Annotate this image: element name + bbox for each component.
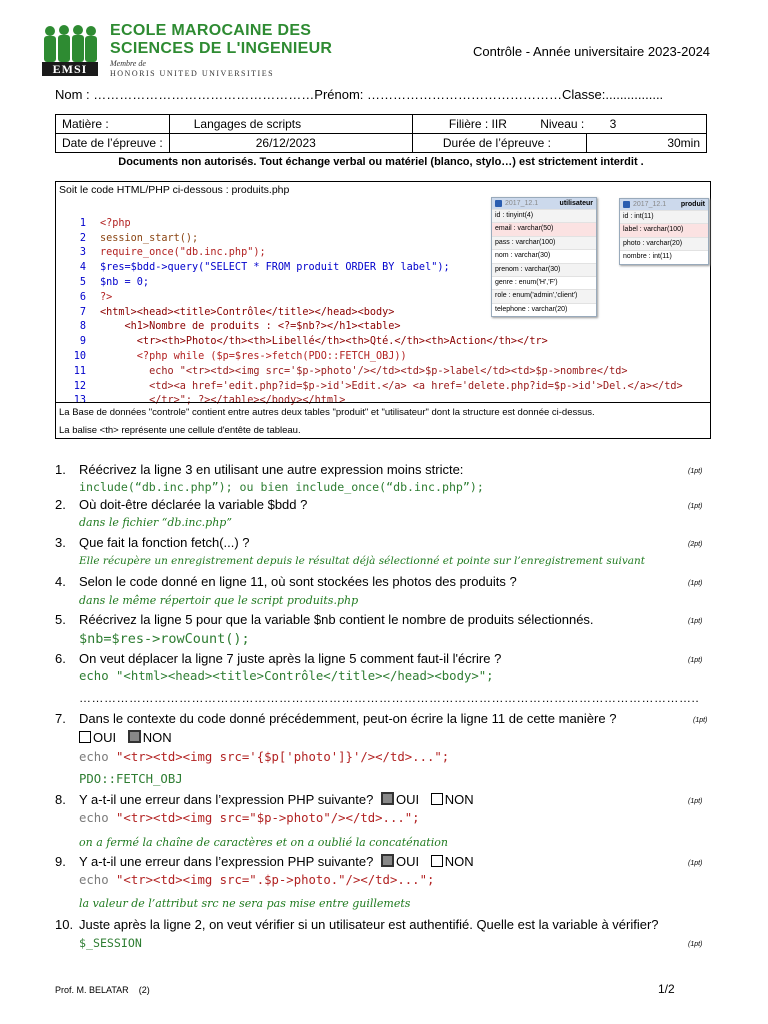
code-line: 5 $nb = 0; [79, 276, 150, 288]
duree-value: 30min [587, 134, 707, 153]
page-number: 1/2 [658, 982, 675, 996]
filiere-niveau-cell [412, 115, 706, 134]
db-field: pass : varchar(100) [492, 236, 596, 249]
code-line: 3 require_once("db.inc.php"); [79, 247, 266, 259]
oui-checkbox[interactable] [381, 854, 394, 867]
logo-line-1: ECOLE MAROCAINE DES [110, 22, 312, 39]
points: (1pt) [688, 941, 703, 948]
db-field: email : varchar(50) [492, 222, 596, 235]
db-field: label : varchar(100) [620, 223, 708, 236]
logo-badge: EMSI [42, 62, 98, 76]
db-field: telephone : varchar(20) [492, 303, 596, 316]
answer-8: on a fermé la chaîne de caractères et on a oublié la concaténation [79, 836, 448, 849]
code-line: 6 ?> [79, 291, 113, 303]
db-table-header: 2017_12.1 utilisateur [492, 198, 596, 209]
question-10: 10. Juste après la ligne 2, on veut vérifier si un utilisateur est authentifié. Quelle est la variable à vérifier? [55, 917, 659, 932]
code-line: 1 <?php [79, 217, 131, 229]
db-note: La Base de données "controle" contient entre autres deux tables "produit" et "utilisateur" dont la structure est donnée ci-dessus. [59, 407, 595, 418]
non-checkbox[interactable] [128, 730, 141, 743]
db-field: prenom : varchar(30) [492, 263, 596, 276]
question-2: 2. Où doit-être déclarée la variable $bdd ? [55, 497, 308, 512]
th-note: La balise <th> représente une cellule d'entête de tableau. [59, 425, 301, 436]
notice-rest: Tout échange verbal ou matériel (blanco, stylo…) est strictement interdit . [256, 156, 644, 168]
duree-label: Durée de l’épreuve : [412, 134, 586, 153]
db-table-produit [619, 198, 709, 265]
answer-9: la valeur de l’attribut src ne sera pas mise entre guillemets [79, 897, 411, 910]
q7-code: echo "<tr><td><img src='{$p['photo']}'/></td>..."; [79, 750, 450, 764]
matiere-value: Langages de scripts [169, 115, 412, 134]
matiere-label: Matière : [56, 115, 170, 134]
code-box [55, 181, 711, 439]
db-field: role : enum('admin','client') [492, 289, 596, 302]
question-5: 5. Réécrivez la ligne 5 pour que la variable $nb contient le nombre de produits sélectionnés. [55, 612, 594, 627]
points: (1pt) [688, 503, 703, 510]
notice-bold: Documents non autorisés. [118, 156, 257, 168]
code-box-title: Soit le code HTML/PHP ci-dessous : produits.php [59, 184, 290, 196]
code-line: 11 echo "<tr><td><img src='$p->photo'/></td><td>$p->label</td><td>$p->nombre</td> [73, 365, 628, 377]
student-identity-line: Nom : ……………………………………………Prénom: ………………………………………Classe:................ [55, 87, 664, 102]
footer-author: Prof. M. BELATAR (2) [55, 985, 150, 995]
db-field: nom : varchar(30) [492, 249, 596, 262]
exam-title: Contrôle - Année universitaire 2023-2024 [473, 44, 711, 59]
table-icon [623, 201, 630, 208]
code-line: 7 <html><head><title>Contrôle</title></head><body> [79, 306, 395, 318]
non-checkbox[interactable] [431, 793, 443, 805]
answer-dots: ………………………………………………………………………………………………………………………………….. [79, 691, 700, 705]
question-1: 1. Réécrivez la ligne 3 en utilisant une autre expression moins stricte: [55, 462, 464, 477]
db-field: photo : varchar(20) [620, 237, 708, 250]
date-value: 26/12/2023 [169, 134, 412, 153]
non-checkbox[interactable] [431, 855, 443, 867]
db-table-utilisateur [491, 197, 597, 317]
question-6: 6. On veut déplacer la ligne 7 juste après la ligne 5 comment faut-il l'écrire ? [55, 651, 502, 666]
question-4: 4. Selon le code donné en ligne 11, où sont stockées les photos des produits ? [55, 574, 517, 589]
q8-code: echo "<tr><td><img src="$p->photo"/></td>..."; [79, 811, 420, 825]
logo-line-2: SCIENCES DE L'INGENIEUR [110, 40, 333, 57]
q9-code: echo "<tr><td><img src=".$p->photo."/></td>..."; [79, 873, 435, 887]
points: (1pt) [688, 468, 703, 475]
exam-info-table [55, 114, 707, 153]
answer-7: PDO::FETCH_OBJ [79, 772, 183, 786]
points: (1pt) [688, 580, 703, 587]
points: (1pt) [688, 618, 703, 625]
niveau-label: Niveau : [540, 117, 585, 131]
db-field: genre : enum('H','F') [492, 276, 596, 289]
answer-6: echo "<html><head><title>Contrôle</title></head><body>"; [79, 669, 494, 683]
q7-options: OUI NON [79, 730, 172, 745]
points: (1pt) [688, 860, 703, 867]
answer-1: include(“db.inc.php”); ou bien include_once(“db.inc.php”); [79, 480, 484, 494]
points: (1pt) [688, 798, 703, 805]
question-7: 7. Dans le contexte du code donné précédemment, peut-on écrire la ligne 11 de cette manière ? [55, 711, 617, 726]
filiere: Filière : IIR [448, 117, 507, 131]
code-line: 12 <td><a href='edit.php?id=$p->id'>Edit.</a> <a href='delete.php?id=$p->id'>Del.</a></td> [73, 380, 683, 392]
code-line: 2 session_start(); [79, 232, 199, 244]
db-table-header: 2017_12.1 produit [620, 199, 708, 210]
oui-checkbox[interactable] [79, 731, 91, 743]
code-line: 4 $res=$bdd->query("SELECT * FROM produit ORDER BY label"); [79, 262, 450, 274]
oui-checkbox[interactable] [381, 792, 394, 805]
question-8: 8. Y a-t-il une erreur dans l’expression PHP suivante? OUI NON [55, 792, 474, 807]
db-field: id : tinyint(4) [492, 209, 596, 222]
code-line: 8 <h1>Nombre de produits : <?=$nb?></h1><table> [79, 321, 401, 333]
answer-3: Elle récupère un enregistrement depuis le résultat déjà sélectionné et pointe sur l’enregistrement suivant [79, 555, 646, 567]
points: (1pt) [693, 717, 708, 724]
answer-5: $nb=$res->rowCount(); [79, 631, 250, 647]
code-line: 10 <?php while ($p=$res->fetch(PDO::FETCH_OBJ)) [73, 350, 407, 362]
points: (1pt) [688, 657, 703, 664]
answer-4: dans le même répertoir que le script produits.php [79, 594, 359, 607]
answer-10: $_SESSION [79, 936, 142, 950]
niveau-value: 3 [609, 117, 617, 131]
date-label: Date de l’épreuve : [56, 134, 170, 153]
db-field: id : int(11) [620, 210, 708, 223]
question-9: 9. Y a-t-il une erreur dans l’expression PHP suivante? OUI NON [55, 854, 474, 869]
logo-line-3: Membre de [110, 59, 146, 68]
answer-2: dans le fichier “db.inc.php” [79, 516, 232, 529]
exam-notice [55, 156, 707, 168]
question-3: 3. Que fait la fonction fetch(...) ? [55, 535, 250, 550]
db-field: nombre : int(11) [620, 250, 708, 263]
school-logo [40, 22, 333, 78]
code-line: 9 <tr><th>Photo</th><th>Libellé</th><th>Qté.</th><th>Action</th></tr> [79, 336, 548, 348]
logo-line-4: HONORIS UNITED UNIVERSITIES [110, 69, 275, 78]
code-line: 13 </tr>"; ?></table></body></html> [73, 395, 346, 407]
code-box-divider [56, 402, 710, 403]
table-icon [495, 200, 502, 207]
points: (2pt) [688, 541, 703, 548]
